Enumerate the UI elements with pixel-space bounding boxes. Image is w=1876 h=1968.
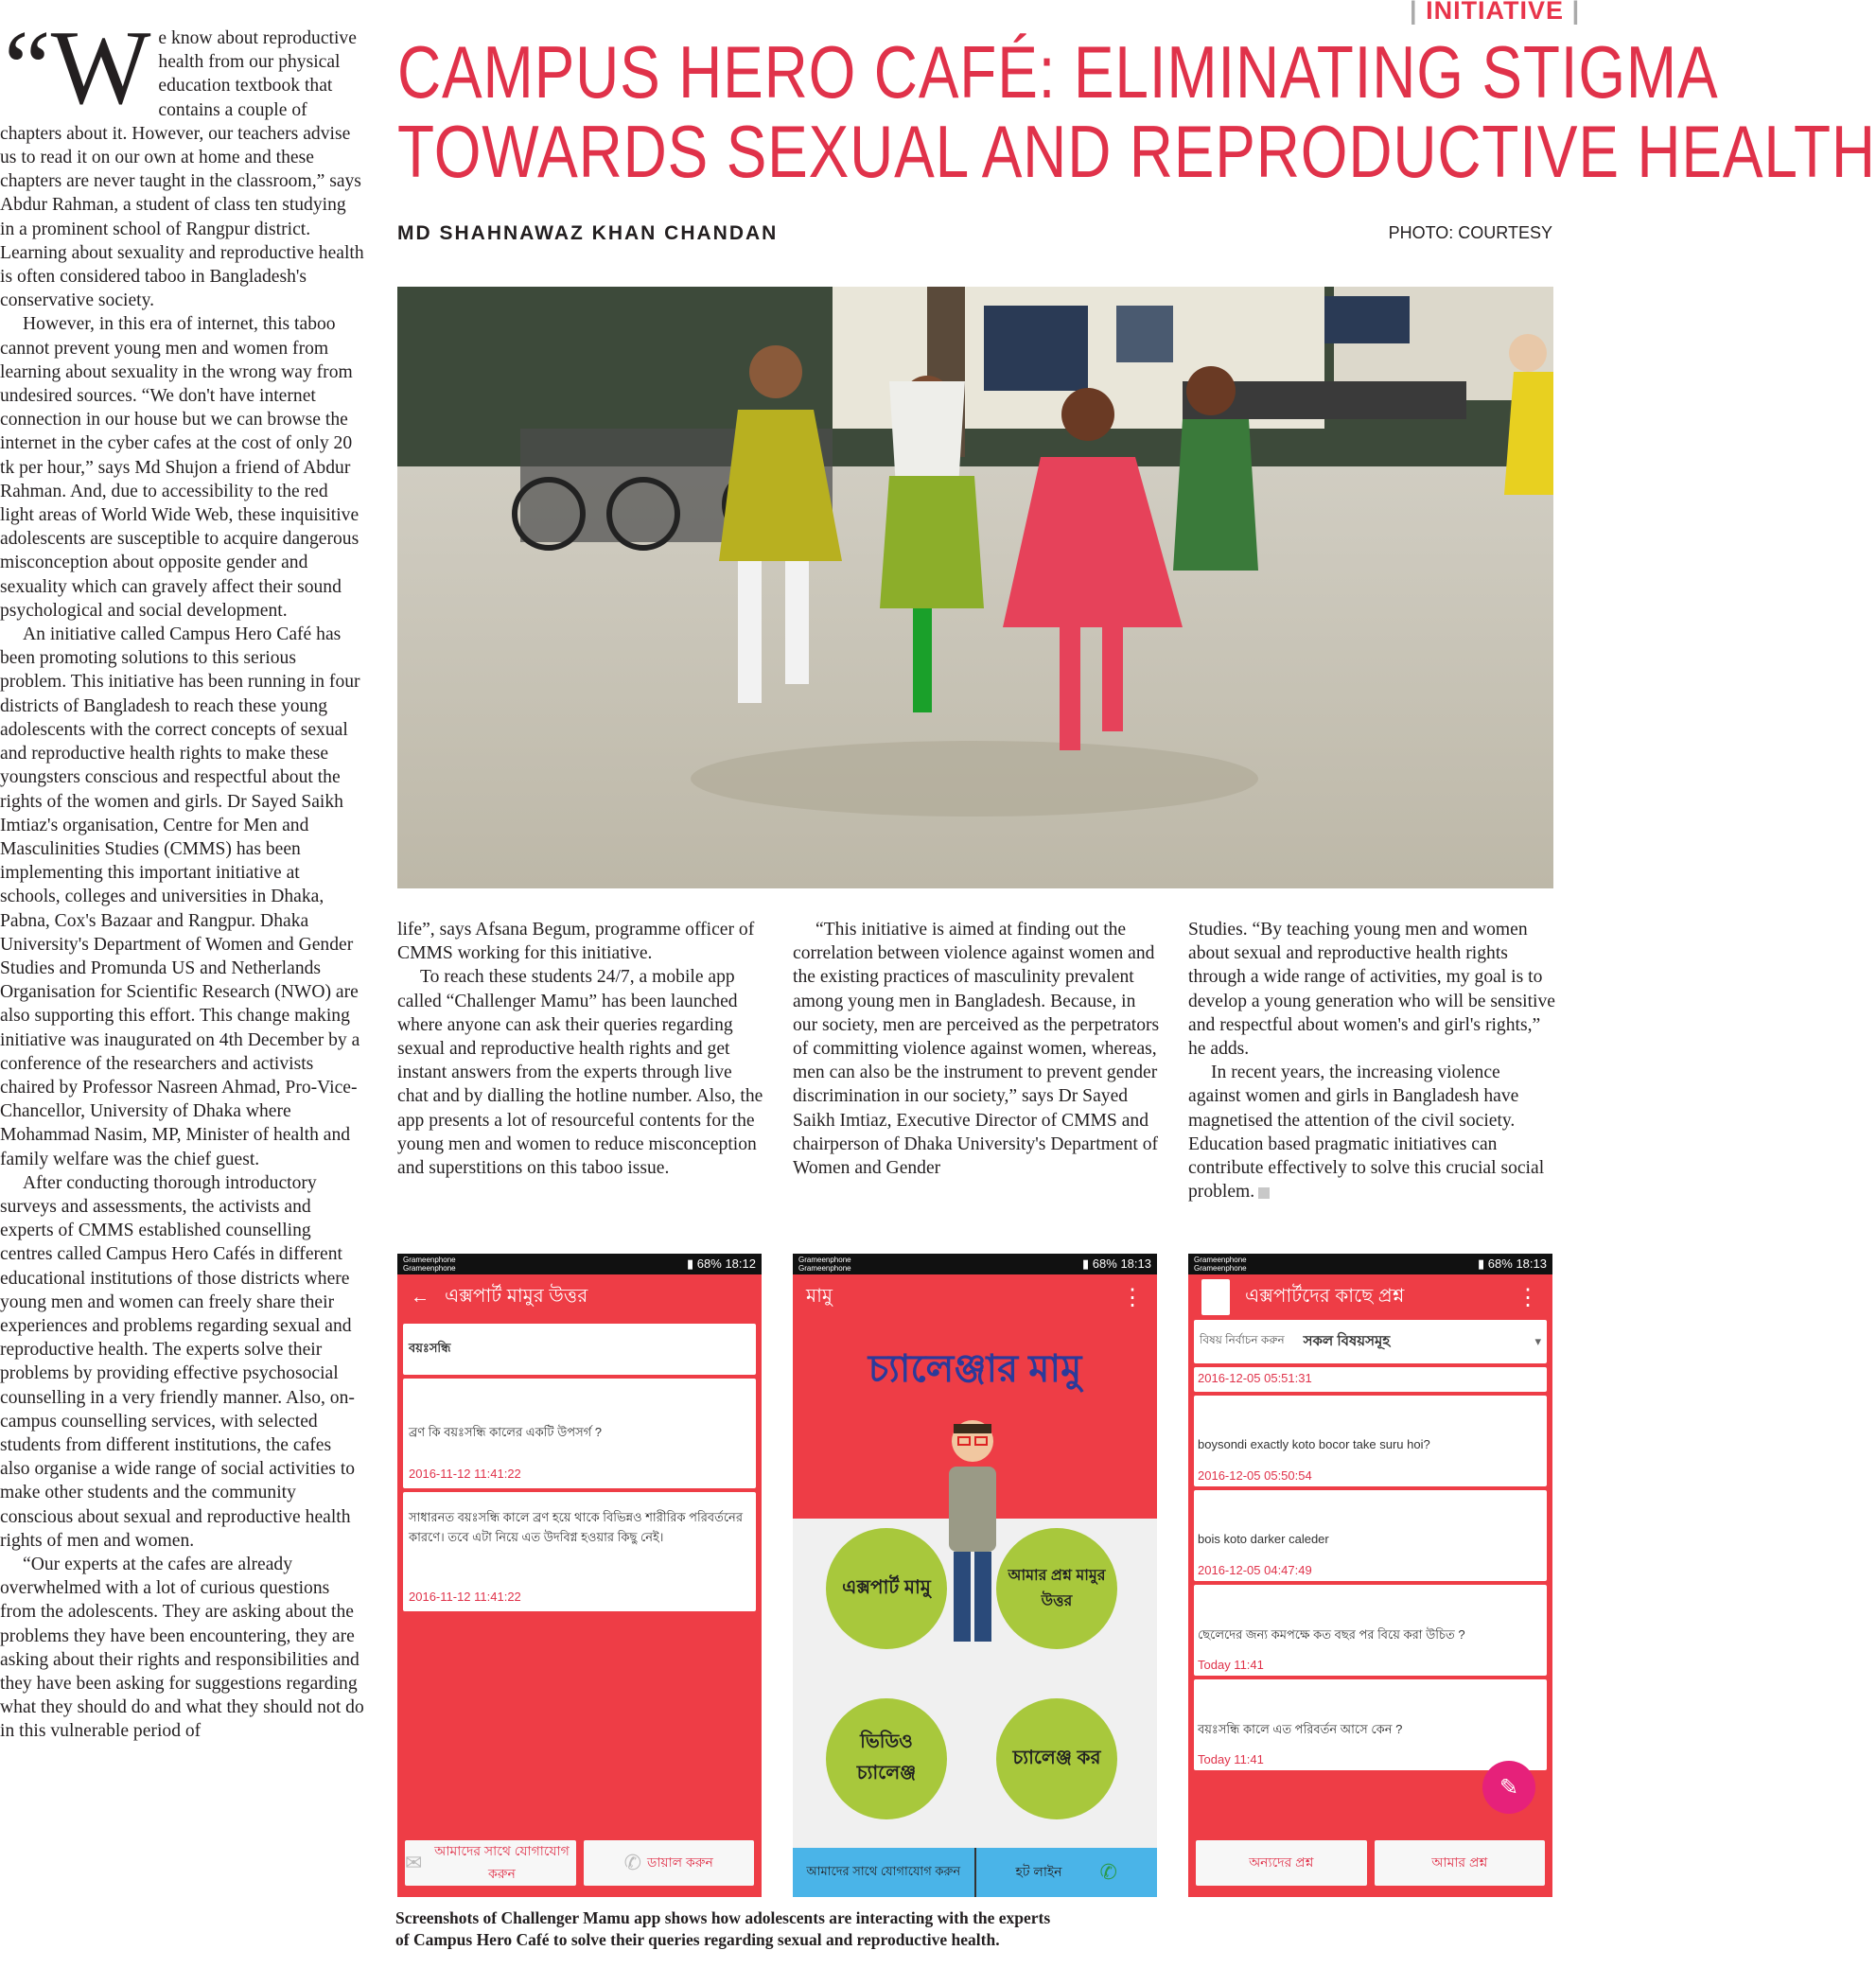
caption-line-2: of Campus Hero Café to solve their queries regarding sexual and reproductive health. <box>395 1930 1000 1949</box>
main-photo-running-girls <box>397 287 1553 888</box>
battery-icon: ▮ <box>1478 1256 1485 1271</box>
answer-timestamp: 2016-11-12 11:41:22 <box>409 1590 521 1604</box>
dial-button[interactable]: ✆ ডায়াল করুন <box>584 1840 755 1886</box>
byline: MD SHAHNAWAZ KHAN CHANDAN <box>397 222 779 244</box>
topic-card: বয়ঃসন্ধি <box>403 1324 756 1375</box>
question-timestamp: 2016-12-05 05:51:31 <box>1198 1371 1312 1385</box>
article-paragraph: To reach these students 24/7, a mobile app called “Challenger Mamu” has been launched where anyone can ask their queries regarding sexual and reproductive health rights and get instant answers from the experts through live chat and by dialling the hotline number. Also, the app presents a lot of resourceful contents for the young men and women to reduce misconception and superstitions on this taboo issue. <box>397 967 763 1179</box>
question-timestamp: 2016-12-05 04:47:49 <box>1198 1563 1312 1577</box>
carrier-label: Grameenphone Grameenphone <box>403 1256 456 1273</box>
app-screenshot-expert-answer <box>397 1254 762 1897</box>
article-paragraph: After conducting thorough introductory surveys and assessments, the activists and experts of CMMS established counselling centres called Campus Hero Cafés in different educational institutions of those districts where young men and women can freely share their experiences and problems regarding sexual and reproductive health. The experts solve their problems by providing effective psychosocial counselling in a very friendly manner. Also, on-campus counselling services, with selected students from different institutions, the cafes also organise a wide range of social activities to make other students and the community conscious about sexual and reproductive health rights of men and women. <box>0 1172 356 1551</box>
more-menu-icon[interactable]: ⋮ <box>1121 1284 1144 1310</box>
status-right: ▮ 68% 18:12 <box>687 1256 756 1271</box>
pencil-icon: ✎ <box>1499 1774 1519 1801</box>
my-question-button[interactable]: আমার প্রশ্ন মামুর উত্তর <box>996 1528 1117 1649</box>
status-bar <box>1188 1254 1552 1274</box>
status-bar <box>397 1254 762 1274</box>
screen-title: এক্সপার্টদের কাছে প্রশ্ন <box>1245 1285 1405 1307</box>
home-bottom-bar <box>793 1848 1157 1897</box>
question-timestamp: 2016-12-05 05:50:54 <box>1198 1468 1312 1483</box>
question-text: bois koto darker caleder <box>1198 1532 1329 1546</box>
phone-icon: ✆ <box>623 1851 642 1874</box>
list-item[interactable] <box>1194 1585 1547 1676</box>
my-questions-button[interactable]: আমার প্রশ্ন <box>1375 1840 1546 1886</box>
chevron-down-icon: ▾ <box>1534 1334 1541 1348</box>
section-tag: | INITIATIVE | <box>1410 0 1580 21</box>
status-right: ▮ 68% 18:13 <box>1082 1256 1151 1271</box>
list-item[interactable] <box>1194 1679 1547 1770</box>
carrier-label: Grameenphone Grameenphone <box>1194 1256 1247 1273</box>
app-name: চ্যালেঞ্জার মামু <box>868 1348 1082 1390</box>
photo-caption <box>395 1907 1247 1951</box>
article-paragraph: “This initiative is aimed at finding out the correlation between violence against women and the existing practices of masculinity prevalent among young men in Bangladesh. Because, in our society, men are perceived as the perpetrators of committing violence against women, whereas, men can also be the instrument to prevent gender discrimination in our society,” says Dr Sayed Saikh Imtiaz, Executive Director of CMMS and chairperson of Dhaka University's Department of Women and Gender <box>793 920 1160 1179</box>
phone-icon: ✆ <box>1099 1860 1117 1884</box>
article-paragraph: However, in this era of internet, this taboo cannot prevent young men and women from learning about sexuality in the wrong way from undesired sources. “We don't have internet connection in our house but we can browse the internet in the cyber cafes at the cost of only 20 tk per hour,” says Md Shujon a friend of Abdur Rahman. And, due to accessibility to the red light areas of World Wide Web, these inquisitive adolescents are susceptible to acquire dangerous misconception about opposite gender and sexuality which can gravely affect their sound psychological and social development. <box>0 314 359 621</box>
photo-credit: PHOTO: COURTESY <box>1388 223 1552 242</box>
mascot-illustration <box>939 1414 1006 1651</box>
article-column-3 <box>793 918 1162 1180</box>
challenge-button[interactable]: চ্যালেঞ্জ কর <box>996 1698 1117 1819</box>
answer-card[interactable] <box>403 1492 756 1611</box>
more-menu-icon[interactable]: ⋮ <box>1517 1284 1539 1310</box>
bottom-actions <box>1188 1829 1552 1897</box>
article-column-2 <box>397 918 766 1180</box>
article-column-4 <box>1188 918 1557 1204</box>
question-text: ছেলেদের জন্য কমপক্ষে কত বছর পর বিয়ে করা উচিত ? <box>1198 1627 1465 1642</box>
avatar <box>1201 1279 1230 1315</box>
question-timestamp: Today 11:41 <box>1198 1752 1264 1766</box>
headline-line-1: CAMPUS HERO CAFÉ: ELIMINATING STIGMA <box>397 30 1719 114</box>
compose-fab[interactable] <box>1482 1761 1535 1814</box>
status-right: ▮ 68% 18:13 <box>1478 1256 1547 1271</box>
mail-icon: ✉ <box>405 1851 423 1874</box>
video-challenge-button[interactable]: ভিডিও চ্যালেঞ্জ <box>826 1698 947 1819</box>
section-label: INITIATIVE <box>1426 0 1565 25</box>
question-text: বয়ঃসন্ধি কালে এত পরিবর্তন আসে কেন ? <box>1198 1722 1403 1736</box>
topic-filter[interactable] <box>1194 1320 1547 1363</box>
list-item[interactable] <box>1194 1367 1547 1392</box>
others-questions-button[interactable]: অন্যদের প্রশ্ন <box>1196 1840 1367 1886</box>
answer-text: সাধারনত বয়ঃসন্ধি কালে ব্রণ হয়ে থাকে বিভিন্নও শারীরিক পরিবর্তনের কারণে। তবে এটা নিয়ে এত উদবিগ্ন হওয়ার কিছু নেই। <box>409 1510 743 1544</box>
bottom-actions <box>397 1829 762 1897</box>
article-paragraph: In recent years, the increasing violence against women and girls in Bangladesh have magnetised the attention of the civil society. Education based pragmatic initiatives can contribute effectively to solve this crucial social problem. <box>1188 1063 1545 1203</box>
screen-title: মামু <box>806 1285 833 1307</box>
list-item[interactable] <box>1194 1490 1547 1581</box>
expert-mamu-button[interactable]: এক্সপার্ট মামু <box>826 1528 947 1649</box>
battery-icon: ▮ <box>1082 1256 1090 1271</box>
article-paragraph: “We know about reproductive health from our physical education textbook that contains a couple of chapters about it. However, our teachers advise us to read it on our own at home and these chapters are never taught in the classroom,” says Abdur Rahman, a student of class ten studying in a prominent school of Rangpur district. Learning about sexuality and reproductive health is often considered taboo in Bangladesh's conservative society. <box>0 9 364 311</box>
screen-title: এক্সপার্ট মামুর উত্তর <box>445 1285 588 1307</box>
article-paragraph: “Our experts at the cafes are already overwhelmed with a lot of curious questions from the adolescents. They are asking about the problems they have been encountering, they are asking about their rights and responsibilities and they have been asking for suggestions regarding what they should do and what they should not do in this vulnerable period of <box>0 1555 364 1742</box>
headline-line-2: TOWARDS SEXUAL AND REPRODUCTIVE HEALTH <box>397 110 1876 193</box>
contact-us-button[interactable]: ✉ আমাদের সাথে যোগাযোগ করুন <box>405 1840 576 1886</box>
article-paragraph: life”, says Afsana Begum, programme officer of CMMS working for this initiative. <box>397 920 755 964</box>
question-timestamp: Today 11:41 <box>1198 1658 1264 1672</box>
app-bar <box>793 1274 1157 1320</box>
filter-label: বিষয় নির্বাচন করুন <box>1200 1333 1285 1346</box>
list-item[interactable] <box>1194 1396 1547 1486</box>
app-screenshot-questions <box>1188 1254 1552 1897</box>
end-mark-icon <box>1258 1187 1270 1199</box>
battery-icon: ▮ <box>687 1256 694 1271</box>
article-paragraph: An initiative called Campus Hero Café has been promoting solutions to this serious problem. This initiative has been running in four districts of Bangladesh to reach these young adolescents with the correct concepts of sexual and reproductive health rights to make these youngsters conscious and respectful about the rights of the women and girls. Dr Sayed Saikh Imtiaz's organisation, Centre for Men and Masculinities Studies (CMMS) has been implementing this important initiative at schools, colleges and universities in Dhaka, Pabna, Cox's Bazaar and Rangpur. Dhaka University's Department of Women and Gender Studies and Promunda US and Netherlands Organisation for Scientific Research (NWO) are also supporting this effort. This change making initiative was inaugurated on 4th December by a conference of the researchers and activists chaired by Professor Nasreen Ahmad, Pro-Vice-Chancellor, University of Dhaka where Mohammad Nasim, MP, Minister of health and family welfare was the chief guest. <box>0 624 360 1169</box>
headline <box>397 30 1876 193</box>
back-arrow-icon[interactable]: ← <box>411 1286 430 1308</box>
contact-us-link[interactable]: আমাদের সাথে যোগাযোগ করুন <box>793 1848 976 1897</box>
caption-line-1: Screenshots of Challenger Mamu app shows how adolescents are interacting with the experts <box>395 1908 1051 1927</box>
app-bar <box>1188 1274 1552 1320</box>
app-bar <box>397 1274 762 1320</box>
status-bar <box>793 1254 1157 1274</box>
question-text: ব্রণ কি বয়ঃসন্ধি কালের একটি উপসর্গ ? <box>409 1425 603 1439</box>
question-text: boysondi exactly koto bocor take suru hoi? <box>1198 1437 1430 1451</box>
article-column-1 <box>0 9 364 1744</box>
filter-value: সকল বিষয়সমূহ <box>1303 1332 1391 1349</box>
hotline-button[interactable]: হট লাইন ✆ <box>1015 1860 1117 1884</box>
drop-cap: “W <box>4 9 151 127</box>
article-paragraph: Studies. “By teaching young men and women about sexual and reproductive health rights through a wide range of activities, my goal is to develop a young generation who will be sensitive and respectful about women's and girl's rights,” he adds. <box>1188 920 1555 1060</box>
carrier-label: Grameenphone Grameenphone <box>798 1256 851 1273</box>
question-card[interactable] <box>403 1379 756 1488</box>
question-timestamp: 2016-11-12 11:41:22 <box>409 1467 521 1481</box>
app-screenshot-home <box>793 1254 1157 1897</box>
